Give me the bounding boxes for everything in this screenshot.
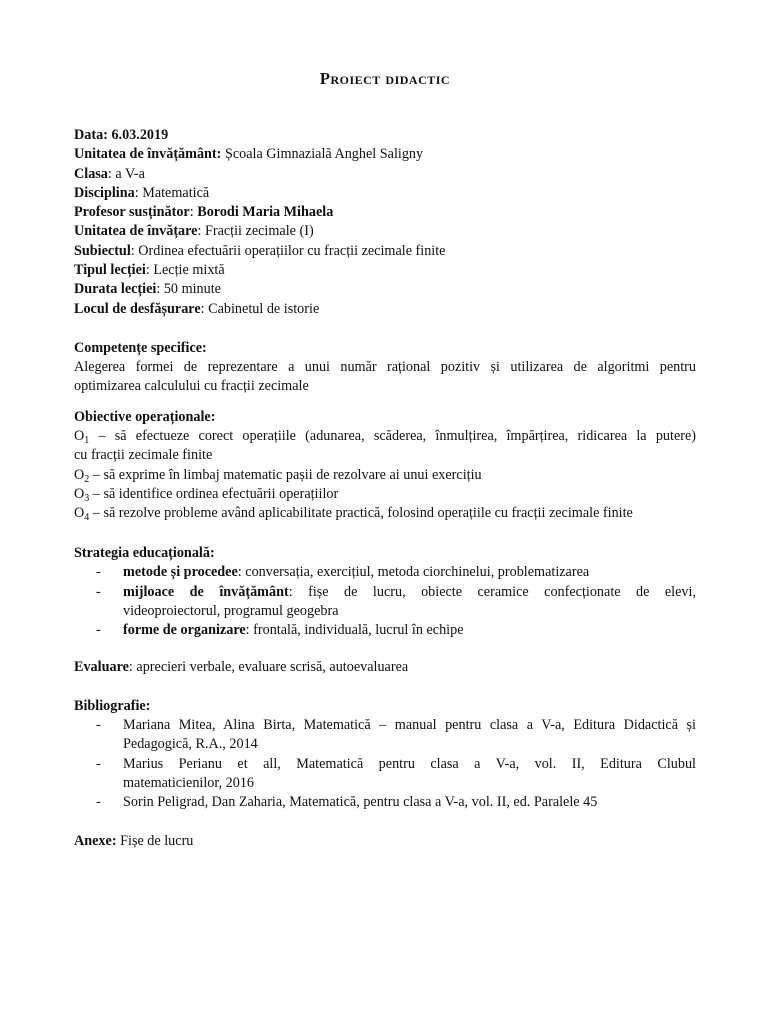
list-dash: - <box>96 755 101 772</box>
objective-item <box>74 485 696 504</box>
objective-item <box>74 427 696 446</box>
strategy-item <box>74 583 696 621</box>
info-label: Durata lecției <box>74 281 157 298</box>
bibliography-line: Mariana Mitea, Alina Birta, Matematică – manual pentru clasa a V-a, Editura Didactică și <box>123 717 696 734</box>
objective-letter: O <box>74 466 85 483</box>
info-label: Profesor susținător <box>74 204 190 221</box>
info-subject <box>74 184 696 203</box>
info-label: Unitatea de învățământ: <box>74 146 222 163</box>
bibliography-line: matematicienilor, 2016 <box>123 774 255 791</box>
document-title: Proiect didactic <box>319 69 451 88</box>
strategy-label: mijloace de învățământ <box>123 583 289 600</box>
info-label: Data: <box>74 127 108 143</box>
evaluation-label: Evaluare <box>74 659 129 675</box>
info-duration <box>74 280 696 299</box>
section-heading: Bibliografie: <box>74 698 151 714</box>
strategy-item <box>74 563 696 582</box>
strategy-line <box>123 583 696 602</box>
info-label: Unitatea de învățare <box>74 223 198 240</box>
info-value: : a V-a <box>107 165 145 182</box>
objective-text: – să efectueze corect operațiile (adunarea, scăderea, înmulțirea, împărțirea, ridicarea la putere) <box>89 428 696 445</box>
info-learning-unit <box>74 222 696 241</box>
objective-index: 1 <box>84 435 90 447</box>
annexes-line <box>74 832 696 851</box>
info-value: : Fracții zecimale (I) <box>197 223 314 240</box>
evaluation-value: : aprecieri verbale, evaluare scrisă, autoevaluarea <box>128 659 409 675</box>
section-heading: Obiective operaționale: <box>74 409 216 425</box>
section-heading: Strategia educațională: <box>74 545 215 561</box>
competence-line: Alegerea formei de reprezentare a unui număr rațional pozitiv și utilizarea de algoritmi pentru <box>74 359 696 376</box>
lesson-info <box>74 126 696 319</box>
info-value: 6.03.2019 <box>111 127 169 143</box>
info-label: Tipul lecției <box>74 262 146 279</box>
info-value: : 50 minute <box>156 281 221 298</box>
info-lesson-type <box>74 261 696 280</box>
objectives-section <box>74 408 696 523</box>
list-dash: - <box>96 717 101 734</box>
info-value: Borodi Maria Mihaela <box>197 204 334 221</box>
objective-letter: O <box>74 428 85 445</box>
list-dash: - <box>96 583 101 600</box>
objective-text: – să identifice ordinea efectuării operațiilor <box>89 485 339 502</box>
evaluation-section <box>74 658 696 677</box>
info-value: : Ordinea efectuării operațiilor cu fracții zecimale finite <box>130 242 446 259</box>
bibliography-line: Pedagogică, R.A., 2014 <box>123 736 258 753</box>
list-dash: - <box>96 621 101 638</box>
info-class <box>74 165 696 184</box>
objective-item <box>74 504 696 523</box>
bibliography-line: Sorin Peligrad, Dan Zaharia, Matematică, pentru clasa a V-a, vol. II, ed. Paralele 45 <box>123 793 598 810</box>
objective-index: 4 <box>84 512 90 524</box>
strategy-line: videoproiectorul, programul geogebra <box>123 602 339 619</box>
bibliography-item <box>74 755 696 793</box>
info-value: Școala Gimnazială Anghel Saligny <box>224 146 424 163</box>
competence-line: optimizarea calculului cu fracții zecimale <box>74 378 309 395</box>
strategy-label: forme de organizare <box>123 621 246 638</box>
info-location <box>74 300 696 319</box>
strategy-label: metode și procedee <box>123 564 238 581</box>
info-school <box>74 145 696 164</box>
objective-item <box>74 466 696 485</box>
info-label: Disciplina <box>74 184 135 201</box>
annexes-label: Anexe: <box>74 833 117 849</box>
objective-letter: O <box>74 505 85 522</box>
info-topic <box>74 242 696 261</box>
strategy-item <box>74 621 696 640</box>
bibliography-item <box>74 793 696 812</box>
annexes-section <box>74 832 696 851</box>
objective-text: – să rezolve probleme având aplicabilitate practică, folosind operațiile cu fracții zecimale finite <box>89 505 633 522</box>
info-value: : Matematică <box>134 184 210 201</box>
strategy-text: : conversația, exercițiul, metoda ciorchinelui, problematizarea <box>237 564 590 581</box>
info-label: Clasa <box>74 165 108 182</box>
objective-text: – să exprime în limbaj matematic pașii de rezolvare ai unui exercițiu <box>89 466 482 483</box>
info-label: Locul de desfășurare <box>74 300 201 317</box>
info-sep: : <box>189 204 198 221</box>
objective-index: 2 <box>84 473 90 485</box>
info-value: : Cabinetul de istorie <box>200 300 320 317</box>
objective-index: 3 <box>84 492 90 504</box>
list-dash: - <box>96 564 101 581</box>
strategy-text: : frontală, individuală, lucrul în echipe <box>245 621 464 638</box>
info-teacher <box>74 203 696 222</box>
bibliography-line: Marius Perianu et all, Matematică pentru clasa a V-a, vol. II, Editura Clubul <box>123 755 696 772</box>
info-value: : Lecție mixtă <box>145 262 225 279</box>
objective-item-continued: cu fracții zecimale finite <box>74 447 213 464</box>
info-date <box>74 126 696 145</box>
strategy-section <box>74 544 696 640</box>
bibliography-section <box>74 697 696 812</box>
section-heading: Competențe specifice: <box>74 340 207 356</box>
evaluation-line <box>74 658 696 677</box>
competences-section <box>74 339 696 397</box>
objective-letter: O <box>74 485 85 502</box>
info-label: Subiectul <box>74 242 131 259</box>
bibliography-item <box>74 716 696 754</box>
strategy-text: : fișe de lucru, obiecte ceramice confecționate de elevi, <box>288 583 696 600</box>
annexes-value: Fișe de lucru <box>116 833 194 849</box>
list-dash: - <box>96 793 101 810</box>
